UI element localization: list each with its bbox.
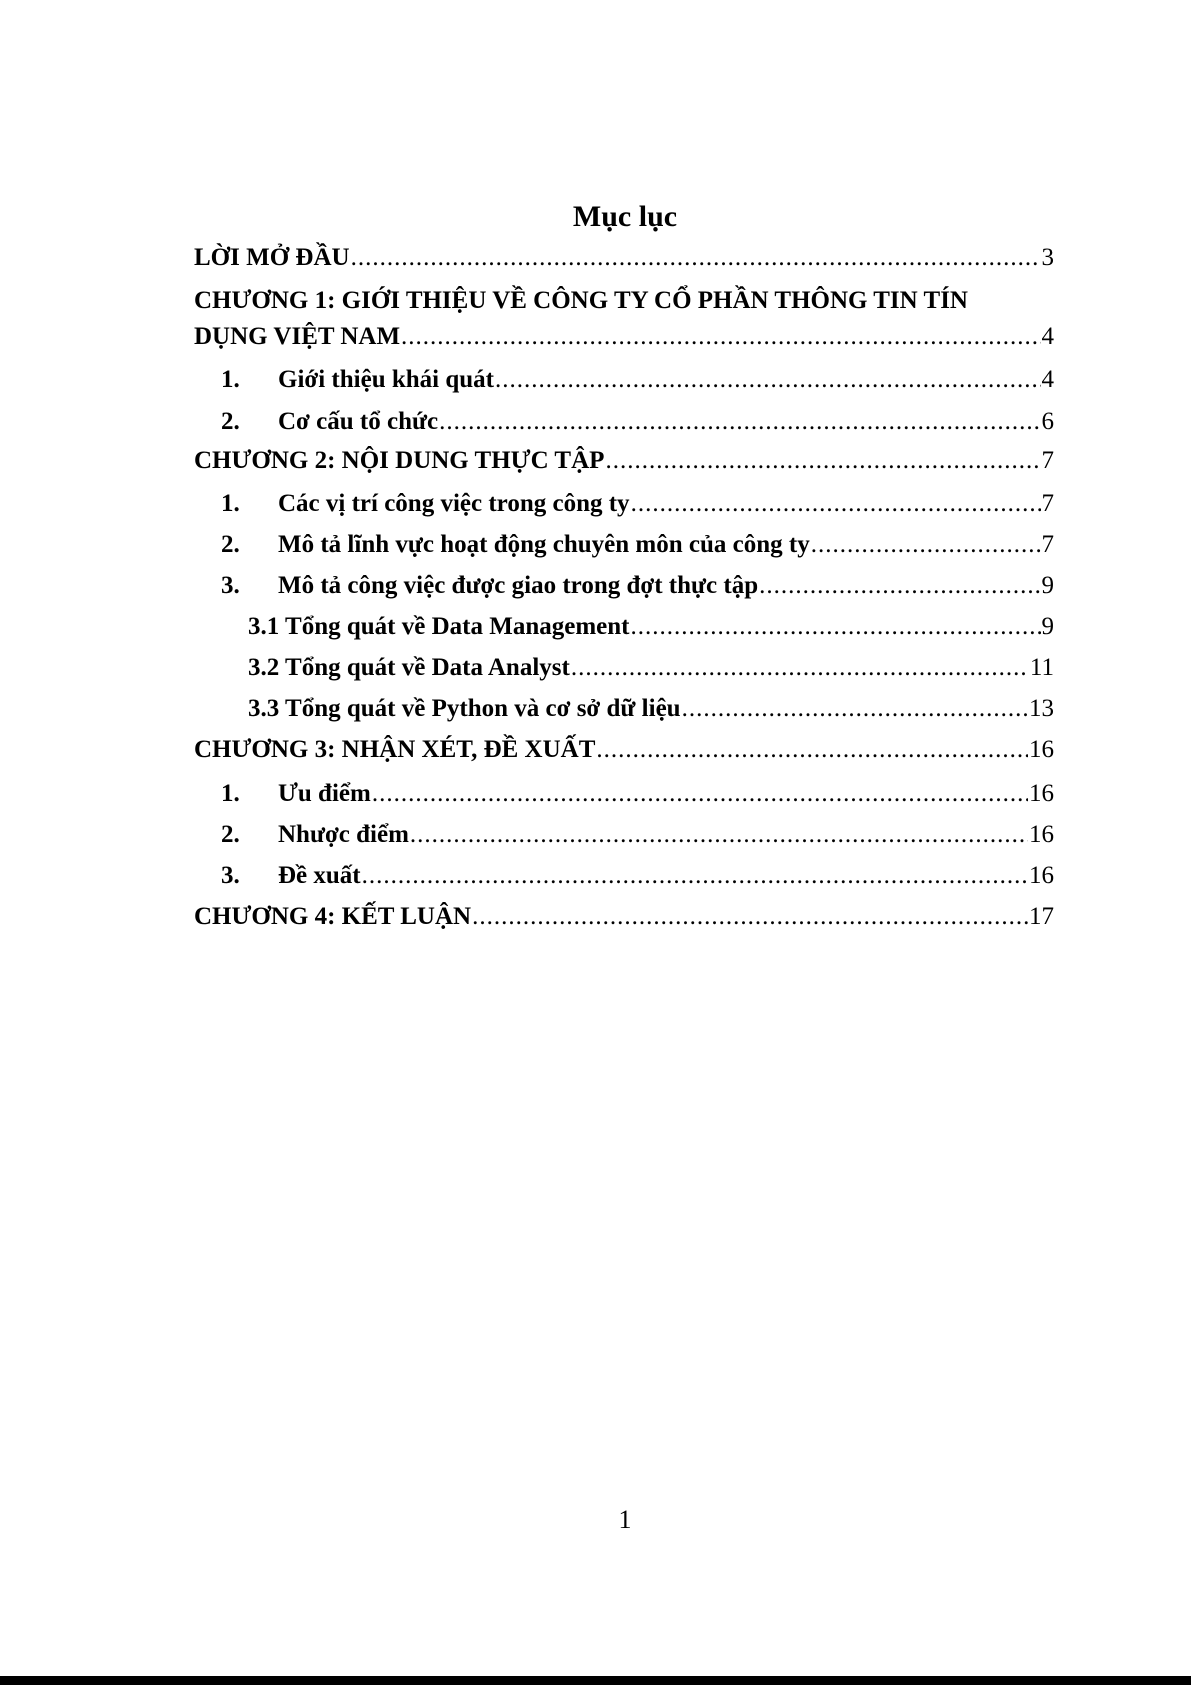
dot-leader xyxy=(811,530,1041,560)
toc-entry-2-1[interactable] xyxy=(194,489,1054,519)
toc-label: 3.3 Tổng quát về Python và cơ sở dữ liệu xyxy=(248,695,681,722)
dot-leader xyxy=(351,243,1041,273)
toc-page-number: 7 xyxy=(1041,447,1054,474)
dot-leader xyxy=(439,407,1040,437)
toc-page-number: 16 xyxy=(1029,821,1054,848)
toc-label: Nhược điểm xyxy=(278,821,409,848)
toc-entry-chapter4[interactable] xyxy=(194,902,1054,932)
toc-label: CHƯƠNG 4: KẾT LUẬN xyxy=(194,903,472,930)
toc-page-number: 16 xyxy=(1029,780,1054,807)
toc-entry-2-3-1[interactable] xyxy=(194,612,1054,642)
toc-entry-3-3[interactable] xyxy=(194,861,1054,891)
page-title: Mục lục xyxy=(572,200,678,233)
toc-page-number: 7 xyxy=(1041,531,1054,558)
dot-leader xyxy=(372,779,1028,809)
dot-leader xyxy=(362,861,1028,891)
toc-page-number: 6 xyxy=(1041,408,1054,435)
toc-label: CHƯƠNG 2: NỘI DUNG THỰC TẬP xyxy=(194,447,605,474)
dot-leader xyxy=(472,902,1028,932)
toc-page-number: 3 xyxy=(1041,244,1054,271)
toc-entry-chapter1-line1[interactable]: CHƯƠNG 1: GIỚI THIỆU VỀ CÔNG TY CỔ PHẦN THÔNG TIN TÍN xyxy=(194,287,968,314)
page-bottom-edge xyxy=(0,1676,1191,1685)
toc-number: 3. xyxy=(221,572,240,599)
dot-leader xyxy=(571,653,1029,683)
toc-label: DỤNG VIỆT NAM xyxy=(194,323,401,350)
toc-page-number: 11 xyxy=(1029,654,1054,681)
toc-entry-2-3-2[interactable] xyxy=(194,653,1054,683)
toc-page-number: 13 xyxy=(1029,695,1054,722)
dot-leader xyxy=(495,365,1041,395)
toc-label: CHƯƠNG 3: NHẬN XÉT, ĐỀ XUẤT xyxy=(194,736,596,763)
dot-leader xyxy=(605,446,1040,476)
toc-entry-1-1[interactable] xyxy=(194,365,1054,395)
toc-label: LỜI MỞ ĐẦU xyxy=(194,244,350,271)
dot-leader xyxy=(401,322,1040,352)
toc-label: 3.2 Tổng quát về Data Analyst xyxy=(248,654,570,681)
toc-entry-chapter2[interactable] xyxy=(194,446,1054,476)
toc-entry-2-2[interactable] xyxy=(194,530,1054,560)
toc-page-number: 7 xyxy=(1041,490,1054,517)
toc-entry-2-3[interactable] xyxy=(194,571,1054,601)
toc-entry-intro[interactable] xyxy=(194,243,1054,273)
toc-page-number: 9 xyxy=(1041,572,1054,599)
toc-label: Các vị trí công việc trong công ty xyxy=(278,490,630,517)
toc-page-number: 4 xyxy=(1041,323,1054,350)
toc-number: 1. xyxy=(221,490,240,517)
toc-entry-3-2[interactable] xyxy=(194,820,1054,850)
page-number: 1 xyxy=(618,1505,632,1534)
toc-entry-2-3-3[interactable] xyxy=(194,694,1054,724)
dot-leader xyxy=(410,820,1028,850)
toc-label: Ưu điểm xyxy=(278,780,371,807)
toc-label: Mô tả lĩnh vực hoạt động chuyên môn của công ty xyxy=(278,531,810,558)
toc-page-number: 16 xyxy=(1029,862,1054,889)
toc-page-number: 9 xyxy=(1041,613,1054,640)
toc-entry-chapter1[interactable] xyxy=(194,322,1054,352)
toc-number: 2. xyxy=(221,531,240,558)
toc-label: Cơ cấu tổ chức xyxy=(278,408,439,435)
toc-page-number: 17 xyxy=(1029,903,1054,930)
toc-number: 1. xyxy=(221,366,240,393)
toc-number: 3. xyxy=(221,862,240,889)
toc-entry-3-1[interactable] xyxy=(194,779,1054,809)
dot-leader xyxy=(630,612,1040,642)
toc-label: Mô tả công việc được giao trong đợt thực tập xyxy=(278,572,759,599)
toc-page-number: 16 xyxy=(1029,736,1054,763)
toc-label: 3.1 Tổng quát về Data Management xyxy=(248,613,630,640)
toc-label: Đề xuất xyxy=(278,862,361,889)
toc-number: 2. xyxy=(221,408,240,435)
toc-number: 1. xyxy=(221,780,240,807)
dot-leader xyxy=(596,735,1028,765)
toc-label: Giới thiệu khái quát xyxy=(278,366,494,393)
toc-page-number: 4 xyxy=(1041,366,1054,393)
dot-leader xyxy=(759,571,1040,601)
toc-entry-chapter3[interactable] xyxy=(194,735,1054,765)
toc-number: 2. xyxy=(221,821,240,848)
dot-leader xyxy=(631,489,1041,519)
dot-leader xyxy=(682,694,1028,724)
toc-entry-1-2[interactable] xyxy=(194,407,1054,437)
